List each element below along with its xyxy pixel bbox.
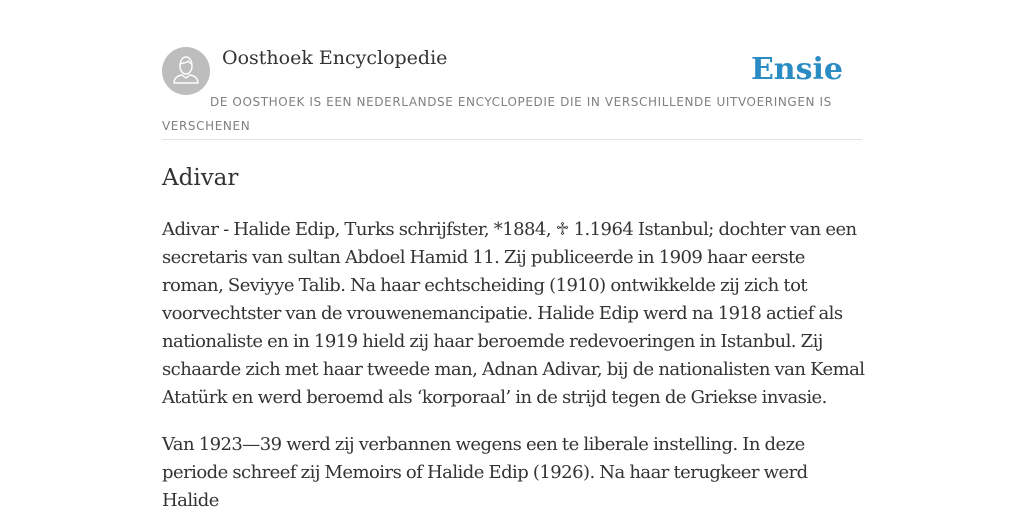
article-paragraph: Adivar - Halide Edip, Turks schrijfster, *1884, ♱ 1.1964 Istanbul; dochter van een secretaris van sultan Abdoel Hamid 11. Zij publiceerde in 1909 haar eerste roman, Seviyye Talib. Na haar echtscheiding (1910) ontwikkelde zij zich tot voorvechtster van de vrouwenemancipatie. Halide Edip werd na 1918 actief als nationaliste en in 1919 hield zij haar beroemde redevoeringen in Istanbul. Zij schaarde zich met haar tweede man, Adnan Adivar, bij de nationalisten van Kemal Atatürk en werd beroemd als ‘korporaal’ in de strijd tegen de Griekse invasie. (162, 219, 865, 408)
content-column (162, 0, 865, 511)
user-avatar-icon[interactable] (162, 47, 210, 95)
site-name[interactable]: Oosthoek Encyclopedie (222, 47, 448, 69)
site-header (162, 0, 862, 140)
brand-logo[interactable]: Ensie (750, 52, 843, 87)
article-title: Adivar (162, 165, 239, 191)
site-tagline: DE OOSTHOEK IS EEN NEDERLANDSE ENCYCLOPEDIE DIE IN VERSCHILLENDE UITVOERINGEN IS VERSCHENEN (162, 95, 832, 133)
article-paragraph: Van 1923—39 werd zij verbannen wegens een te liberale instelling. In deze periode schreef zij Memoirs of Halide Edip (1926). Na haar terugkeer werd Halide (162, 434, 808, 511)
article-body (162, 216, 867, 512)
